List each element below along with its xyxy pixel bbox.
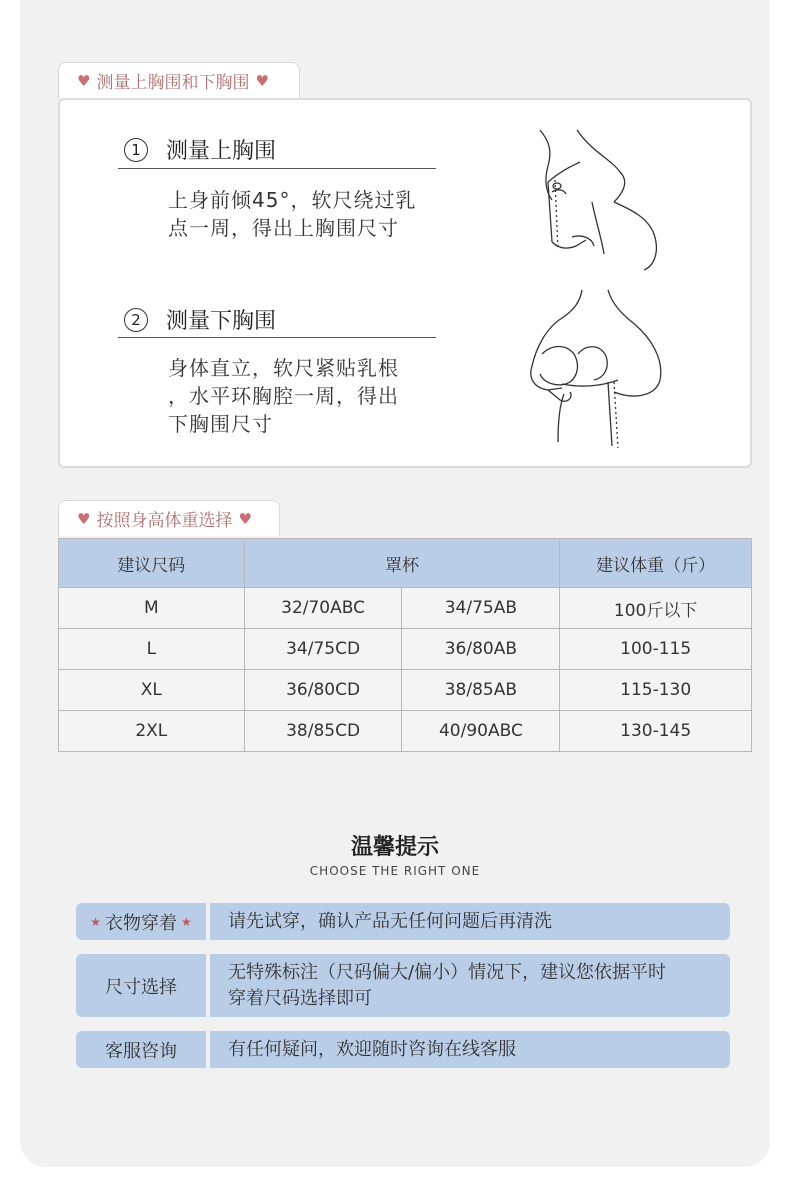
section-tab-measure [58,62,300,98]
tip-label-service: 客服咨询 [76,1031,206,1068]
tip-value-size [210,954,730,1017]
tip-label-text: 衣物穿着 [105,912,177,934]
table-cell: L [59,629,245,670]
table-row [59,629,752,670]
step1-line: 点一周，得出上胸围尺寸 [168,216,399,240]
table-cell: 38/85AB [402,670,560,711]
table-cell: 100-115 [560,629,752,670]
heart-icon: ♥ [77,509,91,528]
heart-icon: ♥ [238,509,252,528]
step1-title-text: 测量上胸围 [166,139,277,164]
upper-bust-illustration [522,122,662,272]
section-tab-size [58,500,280,536]
step2-title [124,304,276,335]
divider [118,168,436,169]
step2-line: 身体直立，软尺紧贴乳根 [168,356,399,380]
heart-icon: ♥ [77,71,91,90]
tips-title: 温馨提示 [350,835,439,860]
size-table [58,538,752,752]
step2-title-text: 测量下胸围 [166,309,277,334]
step2-line: ，水平环胸腔一周，得出 [168,384,399,408]
table-cell: XL [59,670,245,711]
table-cell: 32/70ABC [244,588,402,629]
step1-title [124,134,276,165]
star-icon: ★ [181,914,192,929]
step1-description [168,186,416,242]
heart-icon: ♥ [255,71,269,90]
table-cell: 34/75CD [244,629,402,670]
header-size: 建议尺码 [59,539,245,588]
table-cell: M [59,588,245,629]
table-cell: 100斤以下 [560,588,752,629]
tips-subtitle: CHOOSE THE RIGHT ONE [309,864,481,878]
step2-description [168,354,399,438]
tip-label-wear [76,903,206,940]
header-cup: 罩杯 [244,539,560,588]
table-cell: 36/80CD [244,670,402,711]
star-icon: ★ [90,914,101,929]
table-cell: 40/90ABC [402,711,560,752]
step2-line: 下胸围尺寸 [168,412,273,436]
tip-value-service: 有任何疑问，欢迎随时咨询在线客服 [210,1031,730,1068]
tip-value-wear: 请先试穿，确认产品无任何问题后再清洗 [210,903,730,940]
table-row [59,670,752,711]
table-header-row [59,539,752,588]
step2-number: 2 [124,308,148,332]
table-cell: 115-130 [560,670,752,711]
step1-line: 上身前倾45°，软尺绕过乳 [168,188,417,212]
step1-number: 1 [124,138,148,162]
under-bust-illustration [522,288,672,450]
tip-value-line: 无特殊标注（尺码偏大/偏小）情况下，建议您依据平时 [228,961,667,983]
section-tab-label: 测量上胸围和下胸围 [96,73,250,93]
header-weight: 建议体重（斤） [560,539,752,588]
tip-label-size: 尺寸选择 [76,954,206,1017]
table-cell: 38/85CD [244,711,402,752]
table-row [59,588,752,629]
section-tab-label: 按照身高体重选择 [96,511,233,531]
table-cell: 36/80AB [402,629,560,670]
divider [118,337,436,338]
measure-card [58,98,752,468]
table-cell: 34/75AB [402,588,560,629]
table-row [59,711,752,752]
tip-value-line: 穿着尺码选择即可 [228,987,372,1009]
table-cell: 2XL [59,711,245,752]
table-cell: 130-145 [560,711,752,752]
